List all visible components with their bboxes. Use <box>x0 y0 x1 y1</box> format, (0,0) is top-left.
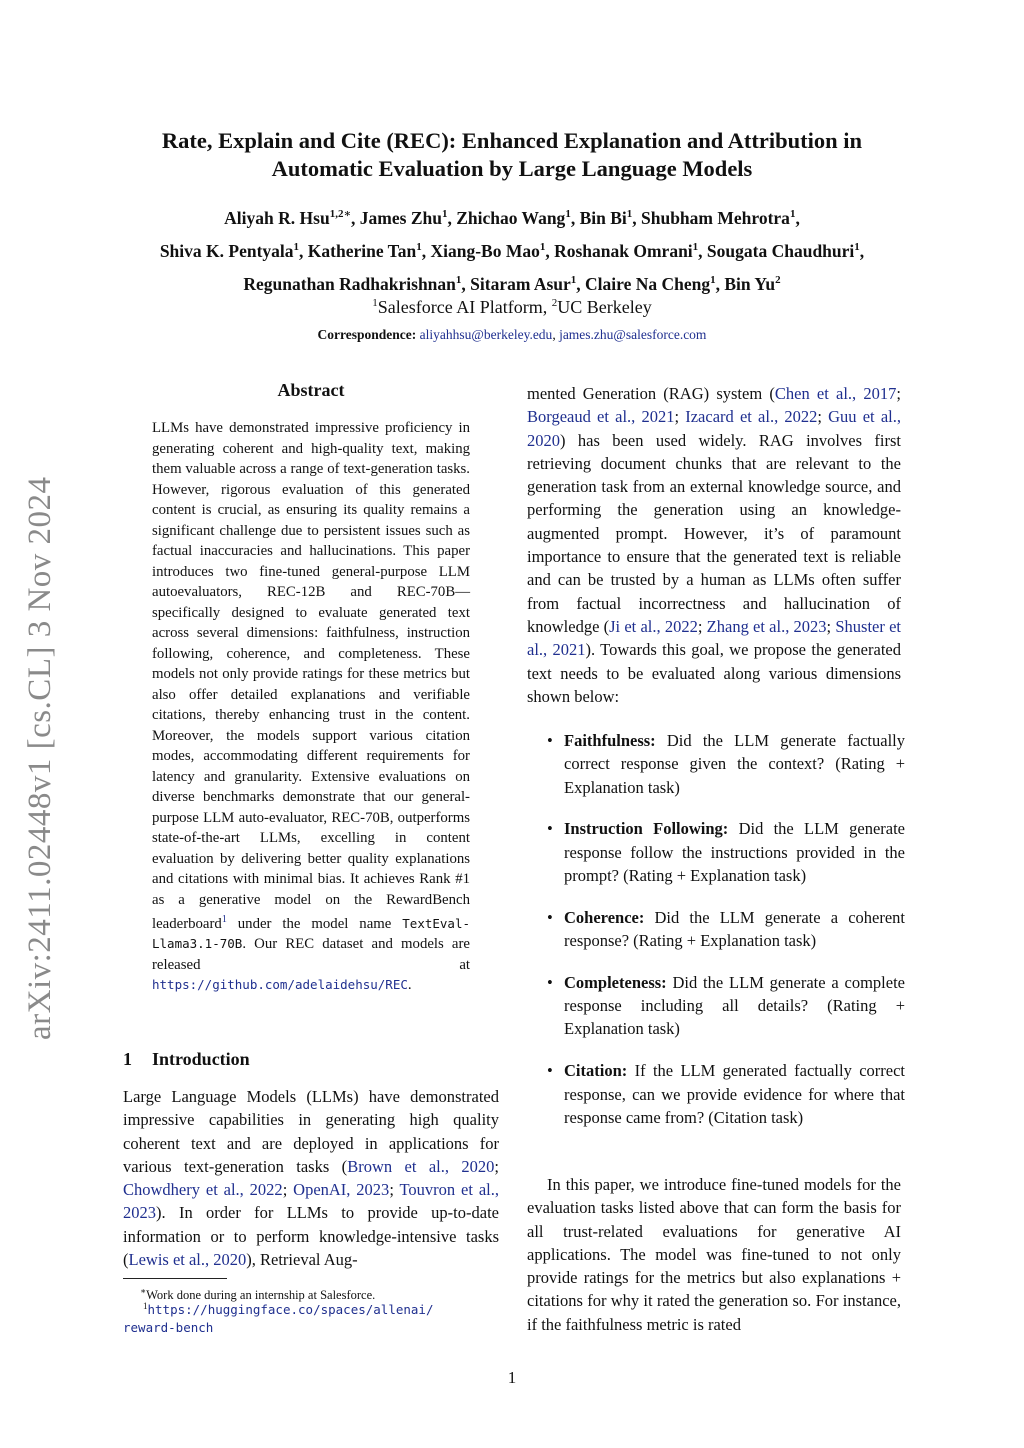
citation-link[interactable]: Touvron et al., 2023 <box>123 1180 499 1223</box>
footnote-text: Work done during an internship at Salesforce. <box>146 1288 376 1303</box>
body-text: ). Towards this goal, we propose the generated text needs to be evaluated along various dimensions shown below: <box>527 640 901 706</box>
footnote-url-part-1[interactable]: https://huggingface.co/spaces/allenai/ <box>147 1302 434 1318</box>
repo-link[interactable]: https://github.com/adelaidehsu/REC <box>152 977 408 993</box>
body-text: mented Generation (RAG) system ( <box>527 384 775 403</box>
footnote-url-part-2[interactable]: reward-bench <box>123 1320 214 1336</box>
citation-link[interactable]: Lewis et al., 2020 <box>128 1250 247 1270</box>
citation-link[interactable]: Guu et al., 2020 <box>527 407 901 450</box>
affil-mark: 2 <box>551 297 558 309</box>
author-affil-mark: 1 <box>565 208 571 220</box>
footnote-2-line-2 <box>123 1319 499 1337</box>
author-affil-mark: 1 <box>789 208 796 220</box>
list-item-term: Instruction Following: <box>564 819 729 839</box>
author-affil-mark: 1 <box>441 208 448 220</box>
list-item-desc: Did the LLM generate a coherent response? (Rating + Explanation task) <box>564 907 905 951</box>
author-affil-mark: 1 <box>293 240 300 253</box>
list-item-desc: Did the LLM generate factually correct response given the context? (Rating + Explanation task) <box>564 731 905 797</box>
paper-contribution-paragraph: In this paper, we introduce fine-tuned models for the evaluation tasks listed above that can form the basis for all trust-related evaluations for generative AI applications. The model was fine-tuned to not only provide ratings for the metrics but also explanations + citations for why it rated the generation so. For instance, if the faithfulness metric is rated <box>527 1175 901 1334</box>
footnote-mark: ∗ <box>140 1286 147 1296</box>
abstract-body <box>152 418 470 996</box>
abstract-heading: Abstract <box>277 380 345 400</box>
author-affil-mark: 1 <box>539 240 546 253</box>
citation-link[interactable]: Ji et al., 2022 <box>609 616 698 636</box>
abstract-text: . Our REC dataset and models are released at <box>152 936 470 973</box>
author: Aliyah R. Hsu <box>224 207 330 228</box>
body-text: Large Language Models (LLMs) have demonstrated impressive capabilities in generating high quality coherent text and are deployed in applications for various text-generation tasks ( <box>123 1087 499 1176</box>
section-heading <box>123 1049 499 1070</box>
list-item-desc: Did the LLM generate response follow the instructions provided in the prompt? (Rating + Explanation task) <box>564 819 906 885</box>
model-name: TextEval-Llama3.1-70B <box>152 915 470 952</box>
author: Shubham Mehrotra <box>641 207 790 228</box>
affil-mark: 1 <box>372 297 378 309</box>
email-separator: , <box>552 327 560 342</box>
author-affil-mark: 1 <box>710 273 716 286</box>
bullet-icon: • <box>547 819 553 839</box>
author: Bin Bi <box>579 207 627 228</box>
author-affil-mark: 1 <box>570 273 577 286</box>
author: Sougata Chaudhuri <box>706 240 855 261</box>
footnote-rule <box>123 1278 227 1279</box>
footnote-ref[interactable]: 1 <box>221 914 227 925</box>
citation-link[interactable]: Zhang et al., 2023 <box>706 616 827 636</box>
author: Shiva K. Pentyala <box>159 240 294 261</box>
correspondence-label: Correspondence: <box>317 327 417 342</box>
author-affil-mark: 1 <box>626 208 633 220</box>
author-affil-mark: 1 <box>416 240 422 253</box>
title-line-1: Rate, Explain and Cite (REC): Enhanced Explanation and Attribution in <box>161 128 863 153</box>
citation-link[interactable]: Chowdhery et al., 2022 <box>123 1180 283 1200</box>
citation-separator: ; <box>826 616 836 636</box>
citation-separator: ; <box>896 384 901 403</box>
author-line-2: Shiva K. Pentyala$^1$, Katherine Tan$^1$, Xiang-Bo Mao$^1$, Roshanak Omrani$^1$, Sougata Chaudhuri$^1$, <box>159 240 865 261</box>
list-item-desc: Did the LLM generate a complete response including all details? (Rating + Explanation task) <box>564 972 905 1039</box>
arxiv-identifier: arXiv:2411.02448v1 [cs.CL] 3 Nov 2024 <box>22 476 58 1040</box>
affiliation-1: Salesforce AI Platform, <box>377 297 552 317</box>
author: Regunathan Radhakrishnan <box>243 273 456 294</box>
section-title: Introduction <box>152 1049 250 1069</box>
body-text: ) has been used widely. RAG involves first retrieving document chunks that are relevant to the generation task from an external knowledge source, and performing the generation using an knowledge-augmented prompt. However, it’s of paramount importance to ensure that the generated text is reliable and can be trusted by a human as LLMs often suffer from factual incorrectness and hallucination of knowledge ( <box>527 430 901 636</box>
correspondence <box>90 327 934 343</box>
list-item-term: Coherence: <box>564 907 645 927</box>
list-item-term: Faithfulness: <box>564 731 656 750</box>
list-item-faithfulness <box>527 729 905 799</box>
list-item-desc: If the LLM generated factually correct response, can we provide evidence for where that response came from? (Citation task) <box>564 1061 905 1127</box>
citation-separator: ; <box>494 1156 499 1176</box>
citation-separator: ; <box>817 407 829 427</box>
author-affil-mark: 1 <box>455 273 462 286</box>
affiliations <box>90 297 934 318</box>
abstract-text: LLMs have demonstrated impressive proficiency in generating coherent and high-quality text, making them valuable across a range of text-generation tasks. However, rigorous evaluation of this generated content is crucial, as ensuring its quality remains a significant challenge due to persistent issues such as factual inaccuracies and hallucinations. This paper introduces two fine-tuned general-purpose LLM autoevaluators, REC-12B and REC-70B—specifically designed to evaluate generated text across several dimensions: faithfulness, instruction following, coherence, and completeness. These models not only provide ratings for these metrics but also offer detailed explanations and verifiable citations, thereby enhancing trust in the content. Moreover, the models support various citation modes, accommodating different requirements for latency and granularity. Extensive evaluations on diverse benchmarks demonstrate that our general-purpose LLM auto-evaluator, REC-70B, outperforms state-of-the-art LLMs, excelling in content evaluation by delivering better quality explanations and citations with minimal bias. It achieves Rank #1 as a generative model on the RewardBench leaderboard <box>152 420 470 932</box>
citation-separator: ; <box>674 407 686 427</box>
footnote-2 <box>123 1298 499 1337</box>
rag-paragraph <box>527 382 901 708</box>
author: Roshanak Omrani <box>554 240 693 261</box>
footnote-2-line-1 <box>123 1298 499 1319</box>
citation-link[interactable]: Chen et al., 2017 <box>774 384 897 403</box>
list-item-completeness <box>527 971 905 1041</box>
author-affil-mark: 1,2∗ <box>329 208 352 220</box>
body-text: ). In order for LLMs to provide up-to-date information or to perform knowledge-intensive tasks ( <box>123 1203 499 1270</box>
paper-title <box>90 127 934 183</box>
citation-link[interactable]: Izacard et al., 2022 <box>685 407 818 427</box>
affiliation-2: UC Berkeley <box>557 297 652 317</box>
evaluation-dimensions-list <box>527 729 905 1148</box>
author: Sitaram Asur <box>470 273 571 294</box>
author: Claire Na Cheng <box>585 273 711 294</box>
list-item-term: Completeness: <box>564 972 667 992</box>
bullet-icon: • <box>547 1061 553 1081</box>
author-affil-mark: 1 <box>692 240 699 253</box>
title-line-2: Automatic Evaluation by Large Language Models <box>271 156 753 181</box>
footnote-mark: 1 <box>143 1301 148 1311</box>
citation-separator: ; <box>282 1180 294 1200</box>
author-affil-mark: 1 <box>854 240 860 253</box>
citation-separator: ; <box>389 1180 400 1200</box>
email-link-1[interactable]: aliyahhsu@berkeley.edu <box>419 327 553 342</box>
citation-link[interactable]: OpenAI, 2023 <box>293 1180 390 1200</box>
list-item-instruction-following <box>527 817 905 887</box>
author: Katherine Tan <box>307 240 417 261</box>
page-number: 1 <box>507 1368 517 1387</box>
abstract-text: under the model name <box>226 915 403 932</box>
body-text: ), Retrieval Aug- <box>246 1250 358 1270</box>
author: Bin Yu <box>724 273 776 294</box>
author: James Zhu <box>359 207 442 228</box>
list-item-coherence <box>527 906 905 953</box>
list-item-citation <box>527 1059 905 1129</box>
author: Zhichao Wang <box>456 207 566 228</box>
bullet-icon: • <box>547 972 553 992</box>
bullet-icon: • <box>547 907 553 927</box>
citation-link[interactable]: Brown et al., 2020 <box>347 1156 495 1176</box>
section-number: 1 <box>123 1049 132 1069</box>
citation-link[interactable]: Shuster et al., 2021 <box>527 616 901 660</box>
author: Xiang-Bo Mao <box>430 240 540 261</box>
citation-link[interactable]: Borgeaud et al., 2021 <box>527 407 675 427</box>
bullet-icon: • <box>547 731 553 750</box>
author-line-3: Regunathan Radhakrishnan$^1$, Sitaram Asur$^1$, Claire Na Cheng$^1$, Bin Yu$^2$ <box>243 273 781 294</box>
intro-paragraph <box>123 1085 499 1271</box>
author-line-1: Aliyah R. Hsu$^{1,2∗}$, James Zhu$^1$, Zhichao Wang$^1$, Bin Bi$^1$, Shubham Mehrotra$^1$, <box>224 207 800 228</box>
author-affil-mark: 2 <box>775 273 781 286</box>
citation-separator: ; <box>697 616 707 636</box>
email-link-2[interactable]: james.zhu@salesforce.com <box>559 327 707 342</box>
author-list <box>60 200 964 298</box>
abstract-text: . <box>407 977 412 994</box>
list-item-term: Citation: <box>564 1061 628 1081</box>
